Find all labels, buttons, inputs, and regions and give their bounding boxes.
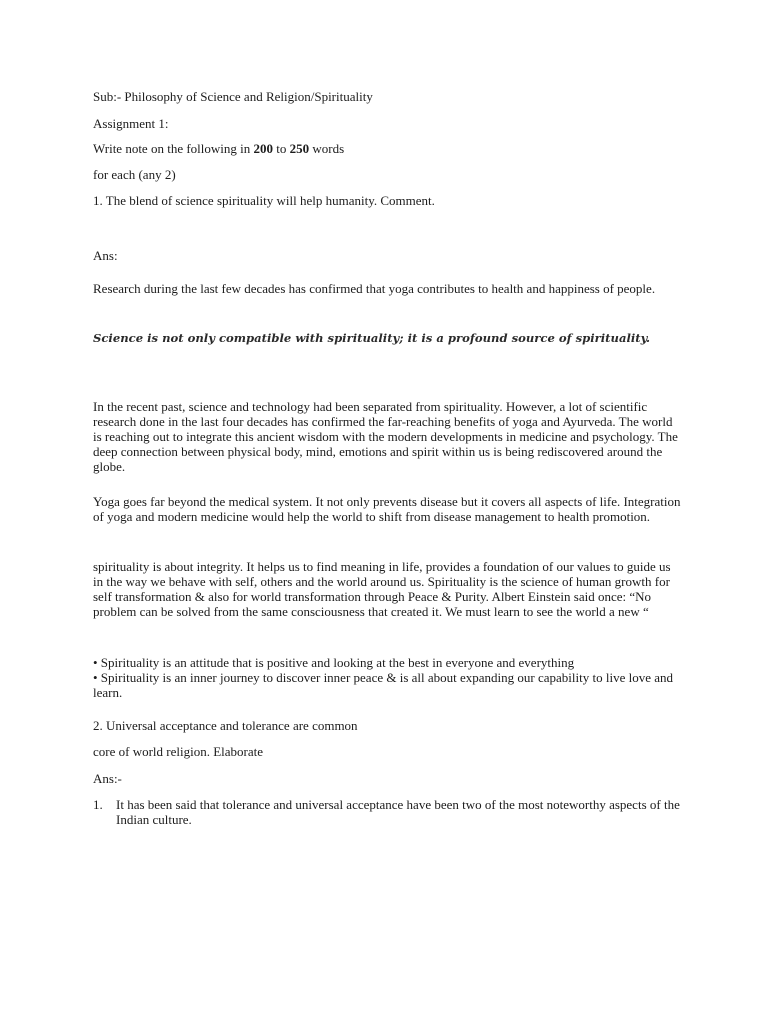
for-each-line: for each (any 2) xyxy=(93,167,176,182)
recent-past-paragraph: In the recent past, science and technology had been separated from spirituality. However, a lot of scientific research done in the last four decades has confirmed the far-reaching benefits of yoga and Ayurveda. The world is reaching out to integrate this ancient wisdom with the modern developments in medicine and psychology. The deep connection between physical body, mind, emotions and spirit within us is being rediscovered around the globe. xyxy=(93,399,678,474)
answer-2-label: Ans:- xyxy=(93,771,122,786)
list-number: 1. xyxy=(93,797,103,812)
question-2-line-1: 2. Universal acceptance and tolerance are common xyxy=(93,718,358,733)
instruction-to: to xyxy=(273,141,290,156)
bullet-item: • Spirituality is an inner journey to discover inner peace & is all about expanding our capability to live love and learn. xyxy=(93,670,674,700)
instruction-suffix: words xyxy=(309,141,345,156)
question-1: 1. The blend of science spirituality will help humanity. Comment. xyxy=(93,193,435,208)
science-quote: Science is not only compatible with spirituality; it is a profound source of spirituality. xyxy=(93,331,651,345)
assignment-heading: Assignment 1: xyxy=(93,116,169,131)
research-paragraph: Research during the last few decades has confirmed that yoga contributes to health and happiness of people. xyxy=(93,281,656,296)
bullet-item: • Spirituality is an attitude that is positive and looking at the best in everyone and everything xyxy=(93,655,575,670)
question-2-line-2: core of world religion. Elaborate xyxy=(93,744,264,759)
yoga-paragraph: Yoga goes far beyond the medical system. It not only prevents disease but it covers all aspects of life. Integration of yoga and modern medicine would help the world to shift from disease management to health promotion. xyxy=(93,494,681,524)
word-max: 250 xyxy=(289,141,310,156)
subject-line: Sub:- Philosophy of Science and Religion/Spirituality xyxy=(93,89,373,104)
instruction-prefix: Write note on the following in xyxy=(93,141,254,156)
word-limit-instruction xyxy=(93,141,344,156)
answer-1-label: Ans: xyxy=(93,248,118,263)
spirituality-paragraph: spirituality is about integrity. It helps us to find meaning in life, provides a foundation of our values to guide us in the way we behave with self, others and the world around us. Spirituality is the science of human growth for self transformation & also for world transformation through Peace & Purity. Albert Einstein said once: “No problem can be solved from the same consciousness that created it. We must learn to see the world a new “ xyxy=(93,559,671,619)
list-item: It has been said that tolerance and universal acceptance have been two of the most noteworthy aspects of the Indian culture. xyxy=(116,797,680,827)
word-min: 200 xyxy=(253,141,274,156)
